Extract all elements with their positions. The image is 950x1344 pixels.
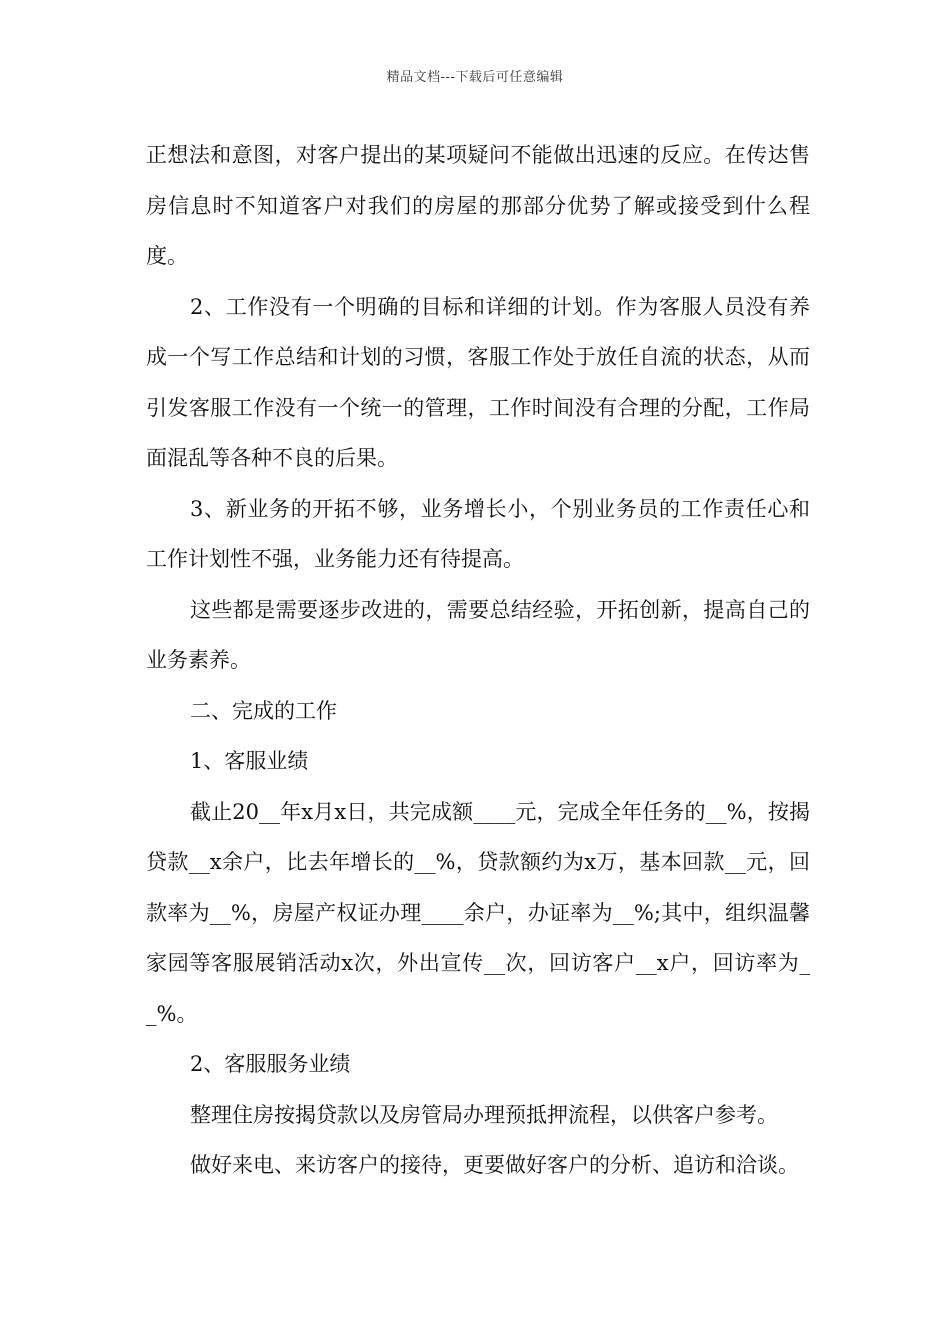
subheading-customer-service-performance: 1、客服业绩: [190, 749, 309, 773]
document-body: [146, 130, 810, 1191]
paragraph-performance-figures: 截止20__年x月x日，共完成额____元，完成全年任务的__%，按揭贷款__x余户，比去年增长的__%，贷款额约为x万，基本回款__元，回款率为__%，房屋产权证办理____余户，办证率为__%;其中，组织温馨家园等客服展销活动x次，外出宣传__次，回访客户__x户，回访率为__%。: [146, 799, 810, 1026]
paragraph-4: 这些都是需要逐步改进的，需要总结经验，开拓创新，提高自己的业务素养。: [146, 597, 810, 672]
paragraph-1: 正想法和意图，对客户提出的某项疑问不能做出迅速的反应。在传达售房信息时不知道客户对我们的房屋的那部分优势了解或接受到什么程度。: [146, 143, 810, 268]
section-heading-completed-work: 二、完成的工作: [190, 698, 337, 723]
paragraph-3: 3、新业务的开拓不够，业务增长小，个别业务员的工作责任心和工作计划性不强，业务能力还有待提高。: [146, 496, 810, 571]
paragraph-mortgage-process: 整理住房按揭贷款以及房管局办理预抵押流程，以供客户参考。: [190, 1102, 778, 1127]
subheading-service-performance: 2、客服服务业绩: [190, 1052, 351, 1076]
page-header: 精品文档---下载后可任意编辑: [386, 70, 564, 85]
paragraph-client-reception: 做好来电、来访客户的接待，更要做好客户的分析、追访和洽谈。: [190, 1153, 799, 1177]
paragraph-2: 2、工作没有一个明确的目标和详细的计划。作为客服人员没有养成一个写工作总结和计划的习惯，客服工作处于放任自流的状态，从而引发客服工作没有一个统一的管理，工作时间没有合理的分配，工作局面混乱等各种不良的后果。: [146, 294, 810, 470]
